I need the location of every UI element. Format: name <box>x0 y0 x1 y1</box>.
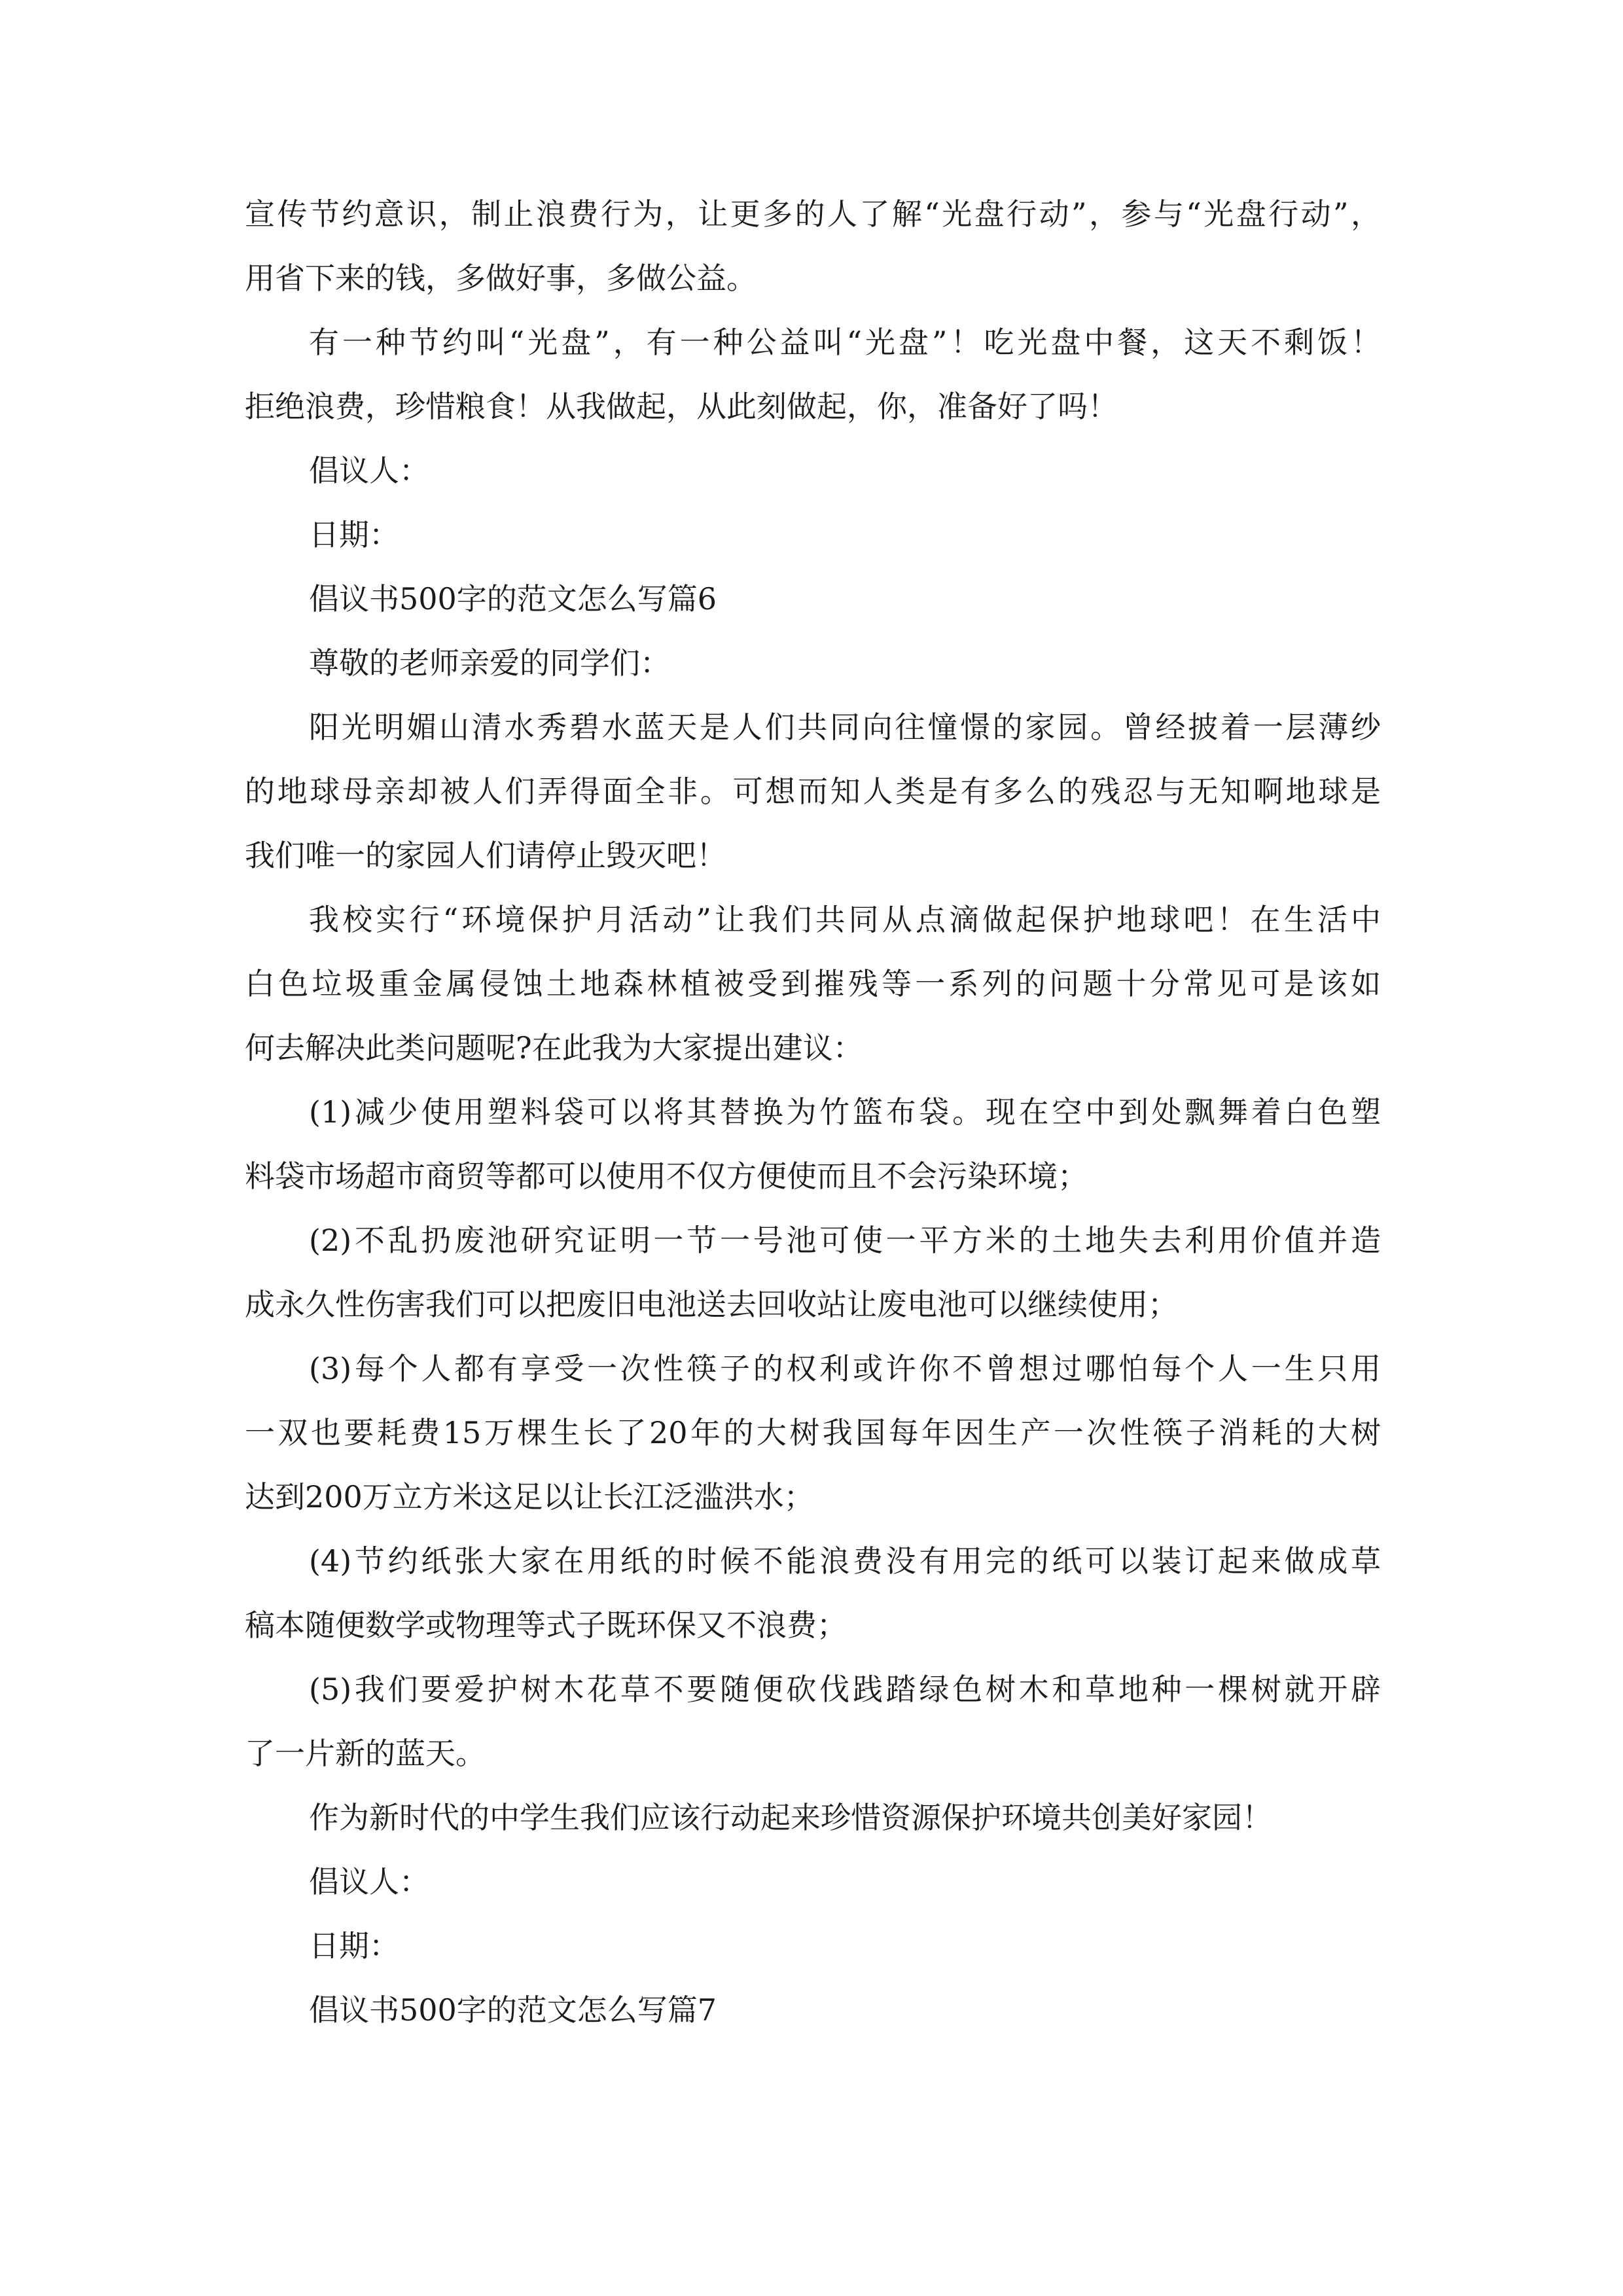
section-heading: 倡议书500字的范文怎么写篇7 <box>309 1992 717 2028</box>
text-line: 料袋市场超市商贸等都可以使用不仅方便使而且不会污染环境； <box>245 1158 1088 1194</box>
text-line: 白色垃圾重金属侵蚀土地森林植被受到摧残等一系列的问题十分常见可是该如 <box>245 966 1381 1001</box>
text-line: 的地球母亲却被人们弄得面全非。可想而知人类是有多么的残忍与无知啊地球是 <box>245 774 1381 809</box>
text-line: 我校实行“环境保护月活动”让我们共同从点滴做起保护地球吧！在生活中 <box>309 902 1381 937</box>
text-line: 有一种节约叫“光盘”，有一种公益叫“光盘”！吃光盘中餐，这天不剩饭！ <box>309 325 1381 360</box>
date-label: 日期： <box>309 1928 399 1964</box>
text-line: 作为新时代的中学生我们应该行动起来珍惜资源保护环境共创美好家园！ <box>309 1800 1272 1835</box>
text-line: 我们唯一的家园人们请停止毁灭吧！ <box>245 838 726 873</box>
text-line: 用省下来的钱，多做好事，多做公益。 <box>245 260 757 296</box>
text-line: 一双也要耗费15万棵生长了20年的大树我国每年因生产一次性筷子消耗的大树 <box>245 1415 1381 1450</box>
list-item: (5)我们要爱护树木花草不要随便砍伐践踏绿色树木和草地种一棵树就开辟 <box>309 1672 1381 1707</box>
text-line: 达到200万立方米这足以让长江泛滥洪水； <box>245 1479 814 1515</box>
document-page <box>245 182 1381 2042</box>
text-line: 何去解决此类问题呢?在此我为大家提出建议： <box>245 1030 863 1066</box>
list-item: (4)节约纸张大家在用纸的时候不能浪费没有用完的纸可以装订起来做成草 <box>309 1543 1381 1579</box>
text-line: 阳光明媚山清水秀碧水蓝天是人们共同向往憧憬的家园。曾经披着一层薄纱 <box>309 709 1381 745</box>
text-line: 稿本随便数学或物理等式子既环保又不浪费； <box>245 1607 847 1643</box>
signatory-label: 倡议人： <box>309 1864 429 1899</box>
list-item: (3)每个人都有享受一次性筷子的权利或许你不曾想过哪怕每个人一生只用 <box>309 1351 1381 1386</box>
list-item: (2)不乱扔废池研究证明一节一号池可使一平方米的土地失去利用价值并造 <box>309 1223 1381 1258</box>
list-item: (1)减少使用塑料袋可以将其替换为竹篮布袋。现在空中到处飘舞着白色塑 <box>309 1094 1381 1130</box>
salutation: 尊敬的老师亲爱的同学们： <box>309 645 670 681</box>
section-heading: 倡议书500字的范文怎么写篇6 <box>309 581 717 617</box>
text-line: 成永久性伤害我们可以把废旧电池送去回收站让废电池可以继续使用； <box>245 1287 1178 1322</box>
text-line: 拒绝浪费，珍惜粮食！从我做起，从此刻做起，你，准备好了吗！ <box>245 389 1118 424</box>
signatory-label: 倡议人： <box>309 453 429 488</box>
text-line: 宣传节约意识，制止浪费行为，让更多的人了解“光盘行动”，参与“光盘行动”， <box>245 196 1381 232</box>
date-label: 日期： <box>309 517 399 552</box>
text-line: 了一片新的蓝天。 <box>245 1736 486 1771</box>
